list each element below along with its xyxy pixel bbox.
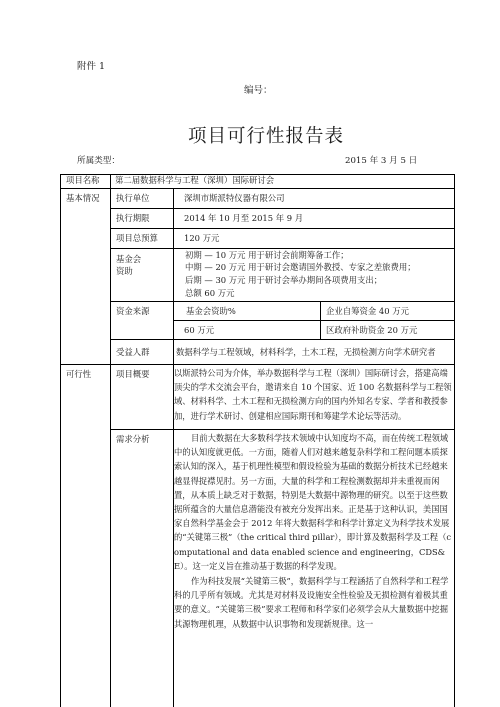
fund-line-1: 初期 — 10 万元 用于研讨会前期筹备工作； bbox=[185, 250, 349, 260]
fund-label-line1: 基金会 bbox=[116, 254, 142, 264]
page-title: 项目可行性报告表 bbox=[188, 126, 345, 147]
source-gov-funding: 区政府补助资金 20 万元 bbox=[326, 325, 418, 335]
source-self-funding: 企业自筹资金 40 万元 bbox=[326, 306, 409, 316]
overview-label: 项目概要 bbox=[116, 369, 150, 379]
report-date: 2015 年 3 月 5 日 bbox=[345, 156, 418, 166]
executor-label: 执行单位 bbox=[116, 193, 150, 203]
project-name-value: 第二届数据科学与工程（深圳）国际研讨会 bbox=[115, 175, 275, 185]
executor-value: 深圳市斯派特仪器有限公司 bbox=[184, 193, 285, 203]
source-fund-ratio: 基金会资助% bbox=[186, 306, 236, 316]
budget-label: 项目总预算 bbox=[116, 233, 158, 243]
beneficiary-label: 受益人群 bbox=[116, 347, 150, 357]
feasibility-label: 可行性 bbox=[66, 369, 92, 379]
overview-text: 以斯派特公司为介体，举办数据科学与工程（深圳）国际研讨会，搭建高端顶尖的学术交流会平台，邀请来自 10 个国家、近 100 名数据科学与工程领域、材料科学、土木工程和无损检测方向的国内外知名专家、学者和教授参加，进行学术研讨、创建相应国际期刊和筹建学术论坛等活动。 bbox=[174, 368, 452, 421]
period-value: 2014 年 10 月至 2015 年 9 月 bbox=[184, 213, 304, 223]
period-label: 执行期限 bbox=[116, 213, 150, 223]
analysis-label: 需求分析 bbox=[116, 434, 150, 444]
fund-line-3: 后期 — 30 万元 用于研讨会举办期间各项费用支出； bbox=[185, 275, 383, 285]
fund-line-2: 中期 — 20 万元 用于研讨会邀请国外教授、专家之差旅费用； bbox=[185, 262, 416, 272]
budget-value: 120 万元 bbox=[184, 233, 220, 243]
attachment-label: 附件 1 bbox=[77, 61, 106, 72]
fund-label-line2: 资助 bbox=[116, 266, 133, 276]
number-label: 编号： bbox=[244, 85, 273, 96]
project-name-label: 项目名称 bbox=[66, 175, 100, 185]
category-label: 所属类型： bbox=[77, 156, 120, 166]
source-fund-amount: 60 万元 bbox=[184, 325, 215, 335]
basic-info-label: 基本情况 bbox=[66, 193, 100, 203]
source-label: 资金来源 bbox=[116, 306, 150, 316]
analysis-paragraph-2: 作为科技发展“关键第三极”，数据科学与工程涵括了自然科学和工程学科的几乎所有领域。尤其是对材料及设施安全性检验及无损检测有着极其重要的意义。“关键第三极”要求工程师和科学家们必须学会从大量数据中挖掘其源物理机理，从数据中认识事物和发现新规律。这一 bbox=[174, 576, 449, 629]
fund-line-4: 总额 60 万元 bbox=[185, 288, 235, 298]
beneficiary-value: 数据科学与工程领域，材料科学，土木工程，无损检测方向学术研究者 bbox=[176, 347, 436, 357]
analysis-paragraph-1: 目前大数据在大多数科学技术领域中认知度均不高，而在传统工程领域中的认知度就更低。一方面，随着人们对越来越复杂科学和工程问题本质探索认知的深入，基于机理性模型和假设检验为基础的数据分析技术已经越来越显得捉襟见肘。另一方面，大量的科学和工程检测数据却并未重视而闲置，从本质上缺乏对于数据，特别是大数据中源物理的研究。以至于这些数据所蕴含的大量信息潜能没有被充分发挥出来。正是基于这种认识，美国国家自然科学基金会于 2012 年将大数据科学和科学计算定义为科学技术发展的“关键第三极”（the critical third pillar），即计算及数据科学及工程（computational and data enabled science and engineering，CDS&E）。这一定义旨在推动基于数据的科学发现。 bbox=[174, 433, 452, 571]
